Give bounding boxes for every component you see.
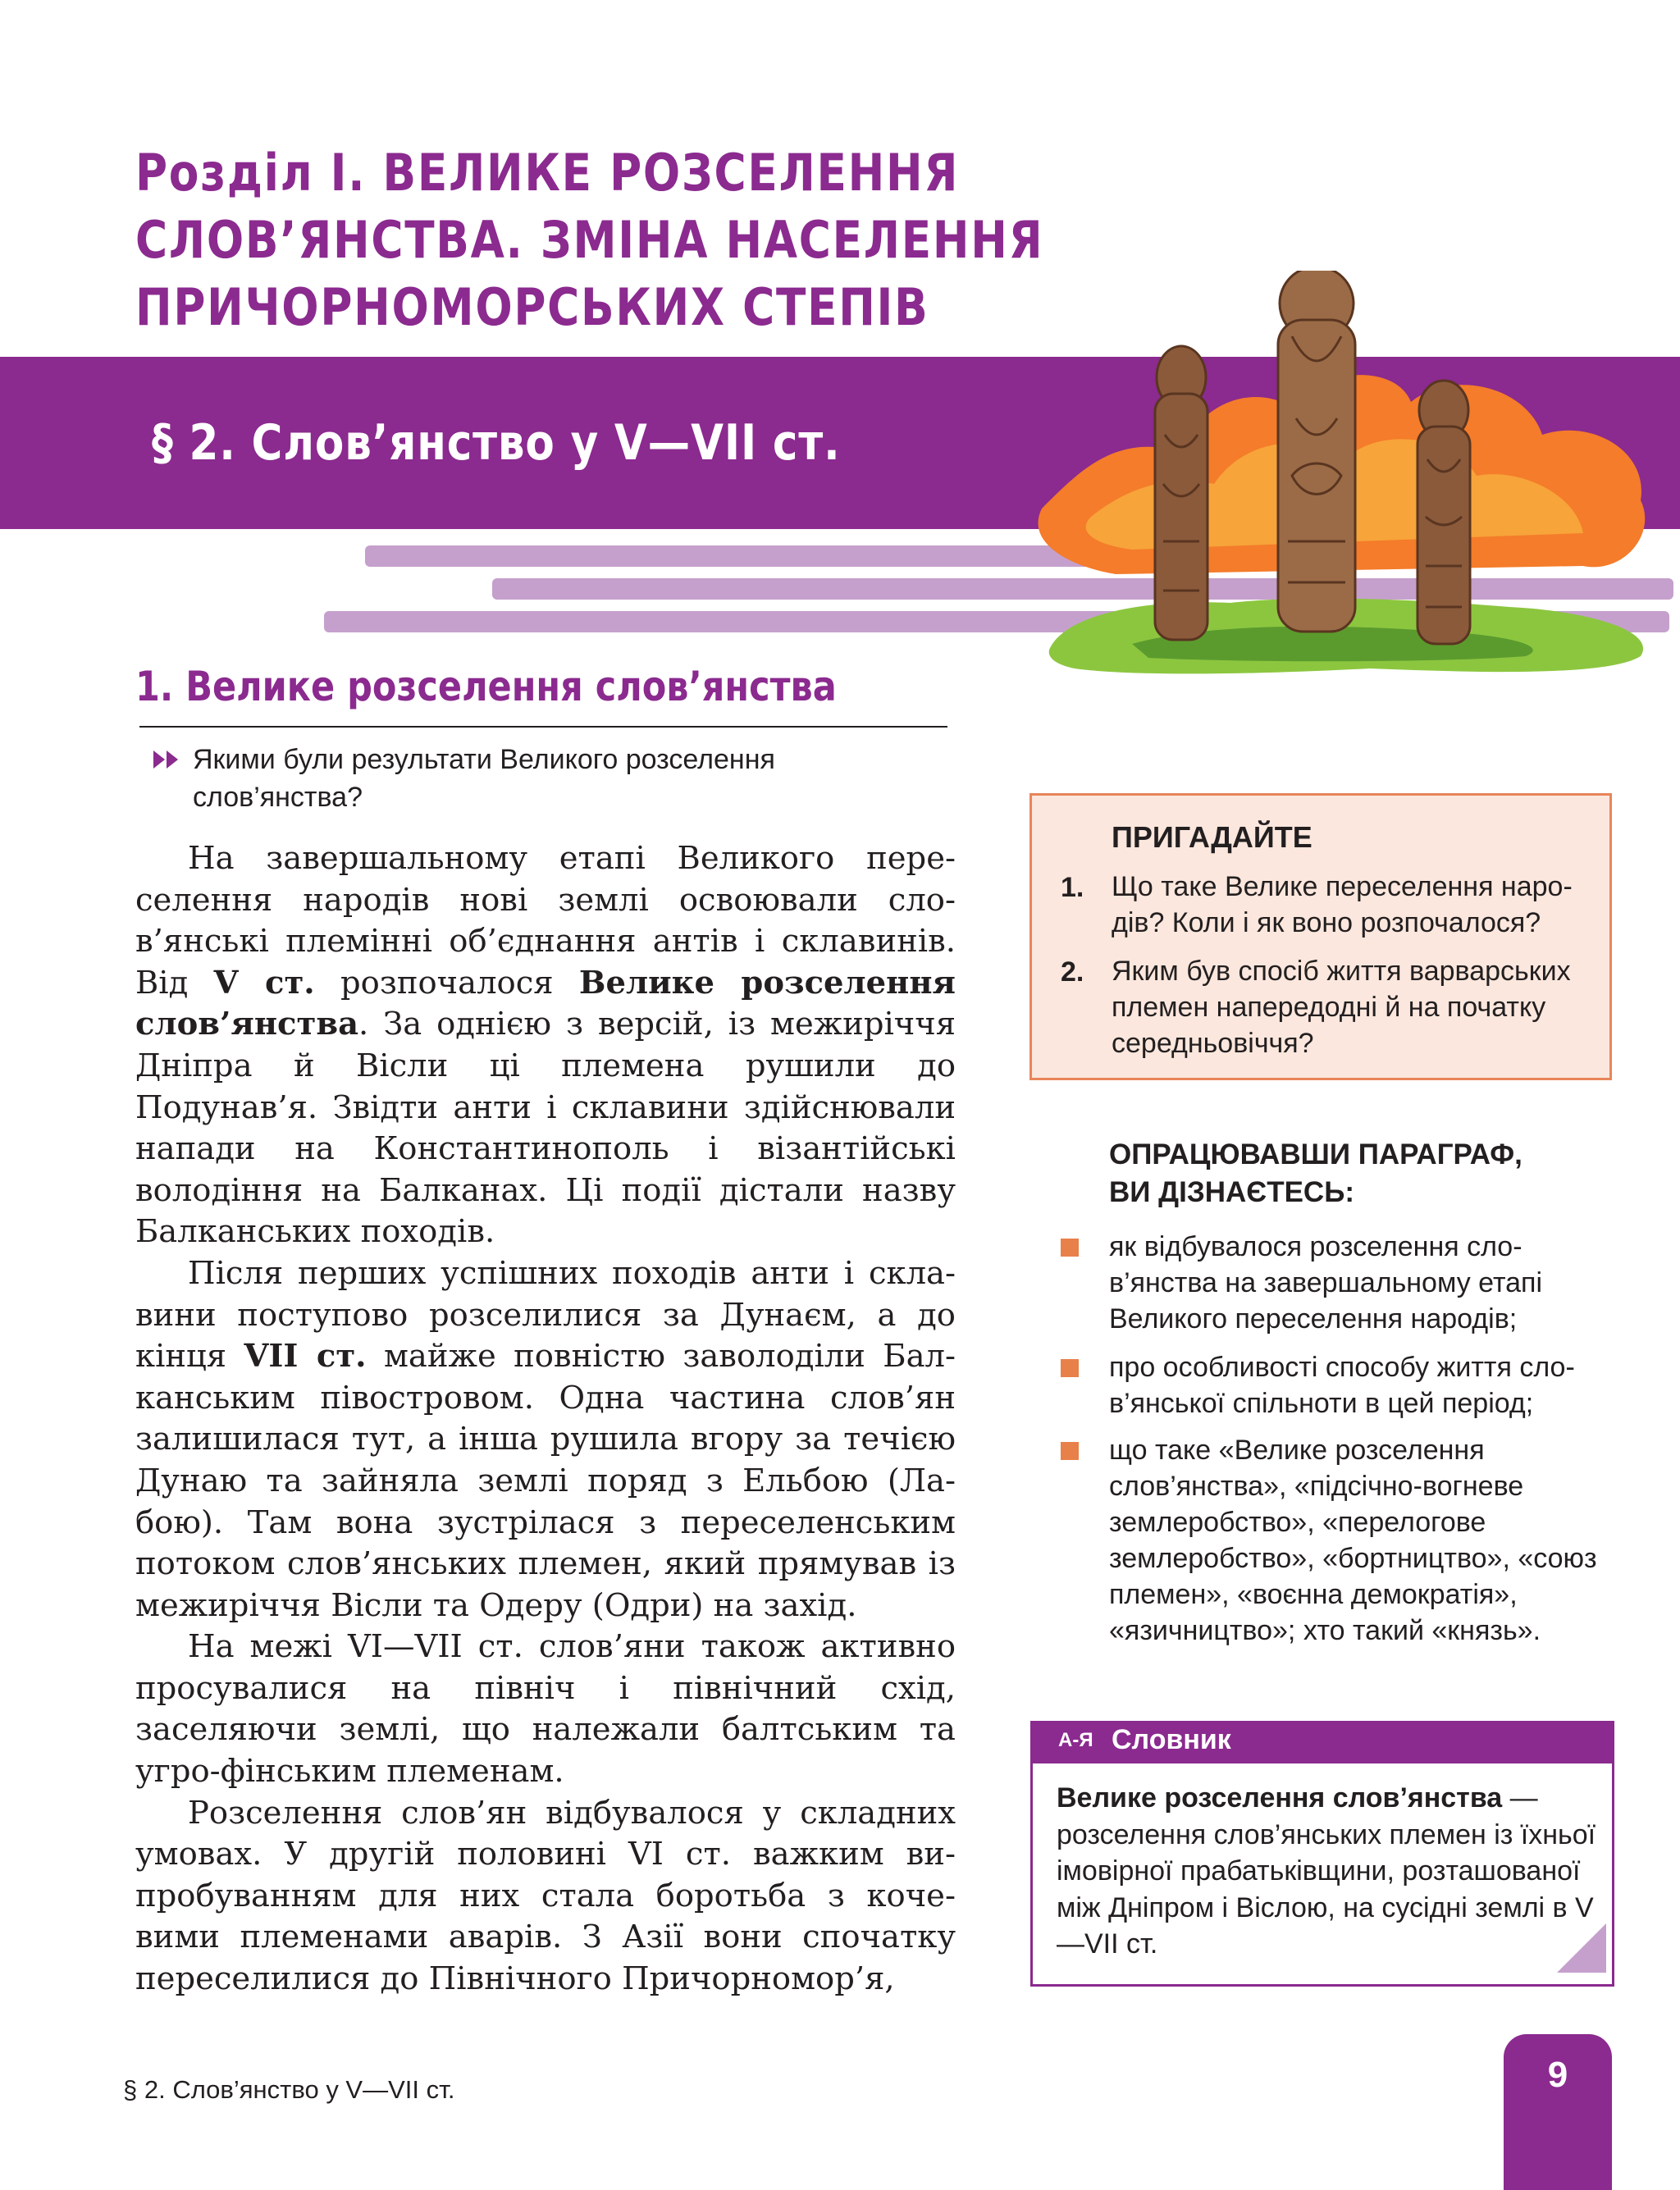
page-curl-icon (1557, 1923, 1606, 1973)
square-bullet-icon (1061, 1239, 1079, 1257)
recall-item-number: 1. (1061, 872, 1084, 903)
learn-title (1109, 1136, 1618, 1211)
chapter-title (135, 139, 1044, 341)
paragraph (135, 838, 956, 1253)
glossary-entry (1057, 1780, 1598, 1963)
paragraph: Розселення слов’ян відбувалося у складних умовах. У другій половині VI ст. важким випробуванням для них стала боротьба з кочевими племенами аварів. З Азії вони спочатку переселилися до Північного Причорномор’я, (135, 1794, 956, 1998)
footer-section-reference: § 2. Слов’янство у V—VII ст. (123, 2075, 455, 2104)
recall-item-text: Що таке Велике переселення народів? Коли і як воно розпочалося? (1112, 871, 1573, 938)
learn-item: як відбувалося розселення слов’янства на завершальному етапі Великого переселення народів; (1109, 1231, 1543, 1335)
text-run: На завершальному етапі Великого переселення народів нові землі освоювали слов’янські племінні об’єднання антів і склавинів. Від (135, 840, 956, 1001)
paragraph (135, 1253, 956, 1627)
learn-item: про особливості способу життя слов’янської спільноти в цей період; (1109, 1352, 1575, 1419)
lead-question-line: слов’янства? (193, 782, 363, 813)
bold-term: Велике розселення слов’янства (135, 964, 956, 1043)
recall-title: ПРИГАДАЙТЕ (1112, 820, 1312, 854)
chapter-title-line: СЛОВ’ЯНСТВА. ЗМІНА НАСЕЛЕННЯ (135, 210, 1044, 270)
chapter-title-line: Розділ I. ВЕЛИКЕ РОЗСЕЛЕННЯ (135, 143, 960, 203)
subsection-heading: 1. Велике розселення слов’янства (135, 663, 837, 710)
dictionary-icon: А-Я (1058, 1729, 1093, 1751)
text-run: майже повністю заволоділи Балканським півостровом. Одна частина слов’ян залишилася тут, а інша рушила вгору за течією Дунаю та зайняла землі поряд з Ельбою (Лабою). Там вона зустрілася з переселенським потоком слов’янських племен, який прямував із межиріччя Вісли та Одеру (Одри) на захід. (135, 1338, 956, 1624)
main-text (135, 838, 956, 2001)
learn-title-line: ОПРАЦЮВАВШИ ПАРАГРАФ, (1109, 1138, 1522, 1170)
bold-term: V ст. (213, 964, 315, 1001)
glossary-term: Велике розселення слов’янства (1057, 1782, 1503, 1814)
text-run: . За однією з версій, із межиріччя Дніпра й Вісли ці племена рушили до Подунав’я. Звідти анти і склавини здійснювали напади на Константинополь і візантійські володіння на Балканах. Ці події дістали назву Балканських походів. (135, 1006, 956, 1251)
learn-title-line: ВИ ДІЗНАЄТЕСЬ: (1109, 1176, 1355, 1208)
recall-item-number: 2. (1061, 956, 1084, 988)
glossary-definition: — розселення слов’янських племен із їхньої імовірної прабатьківщини, розташованої між Дніпром і Віслою, на сусідні землі в V—VII ст. (1057, 1782, 1596, 1960)
text-run: Після перших успішних походів анти і склавини поступово розселилися за Дунаєм, а до кінця (135, 1254, 956, 1376)
glossary-title: Словник (1112, 1724, 1231, 1755)
heading-divider (139, 726, 947, 728)
square-bullet-icon (1061, 1359, 1079, 1377)
section-title: § 2. Слов’янство у V—VII ст. (152, 414, 841, 472)
page-number: 9 (1547, 2055, 1568, 2095)
lead-question-line: Якими були результати Великого розселення (193, 744, 775, 775)
recall-item-text: Яким був спосіб життя варварських племен напередодні й на початку середньовіччя? (1112, 956, 1571, 1059)
paragraph: На межі VI—VII ст. слов’яни також активно просувалися на північ і північний схід, заселяючи землі, що належали балтським та угро-фінським племенам. (135, 1628, 956, 1791)
bold-term: VII ст. (244, 1338, 367, 1376)
wooden-idols-illustration (1017, 271, 1673, 681)
double-chevron-right-icon (152, 749, 185, 770)
chapter-title-line: ПРИЧОРНОМОРСЬКИХ СТЕПІВ (135, 277, 929, 337)
lead-question (193, 741, 931, 816)
square-bullet-icon (1061, 1442, 1079, 1460)
learn-item: що таке «Велике розселення слов’янства», «підсічно-вогневе землеробство», «перелогове землеробство», «бортництво», «союз племен», «воєнна демократія», «язичництво»; хто такий «князь». (1109, 1435, 1597, 1646)
text-run: розпочалося (314, 964, 579, 1001)
